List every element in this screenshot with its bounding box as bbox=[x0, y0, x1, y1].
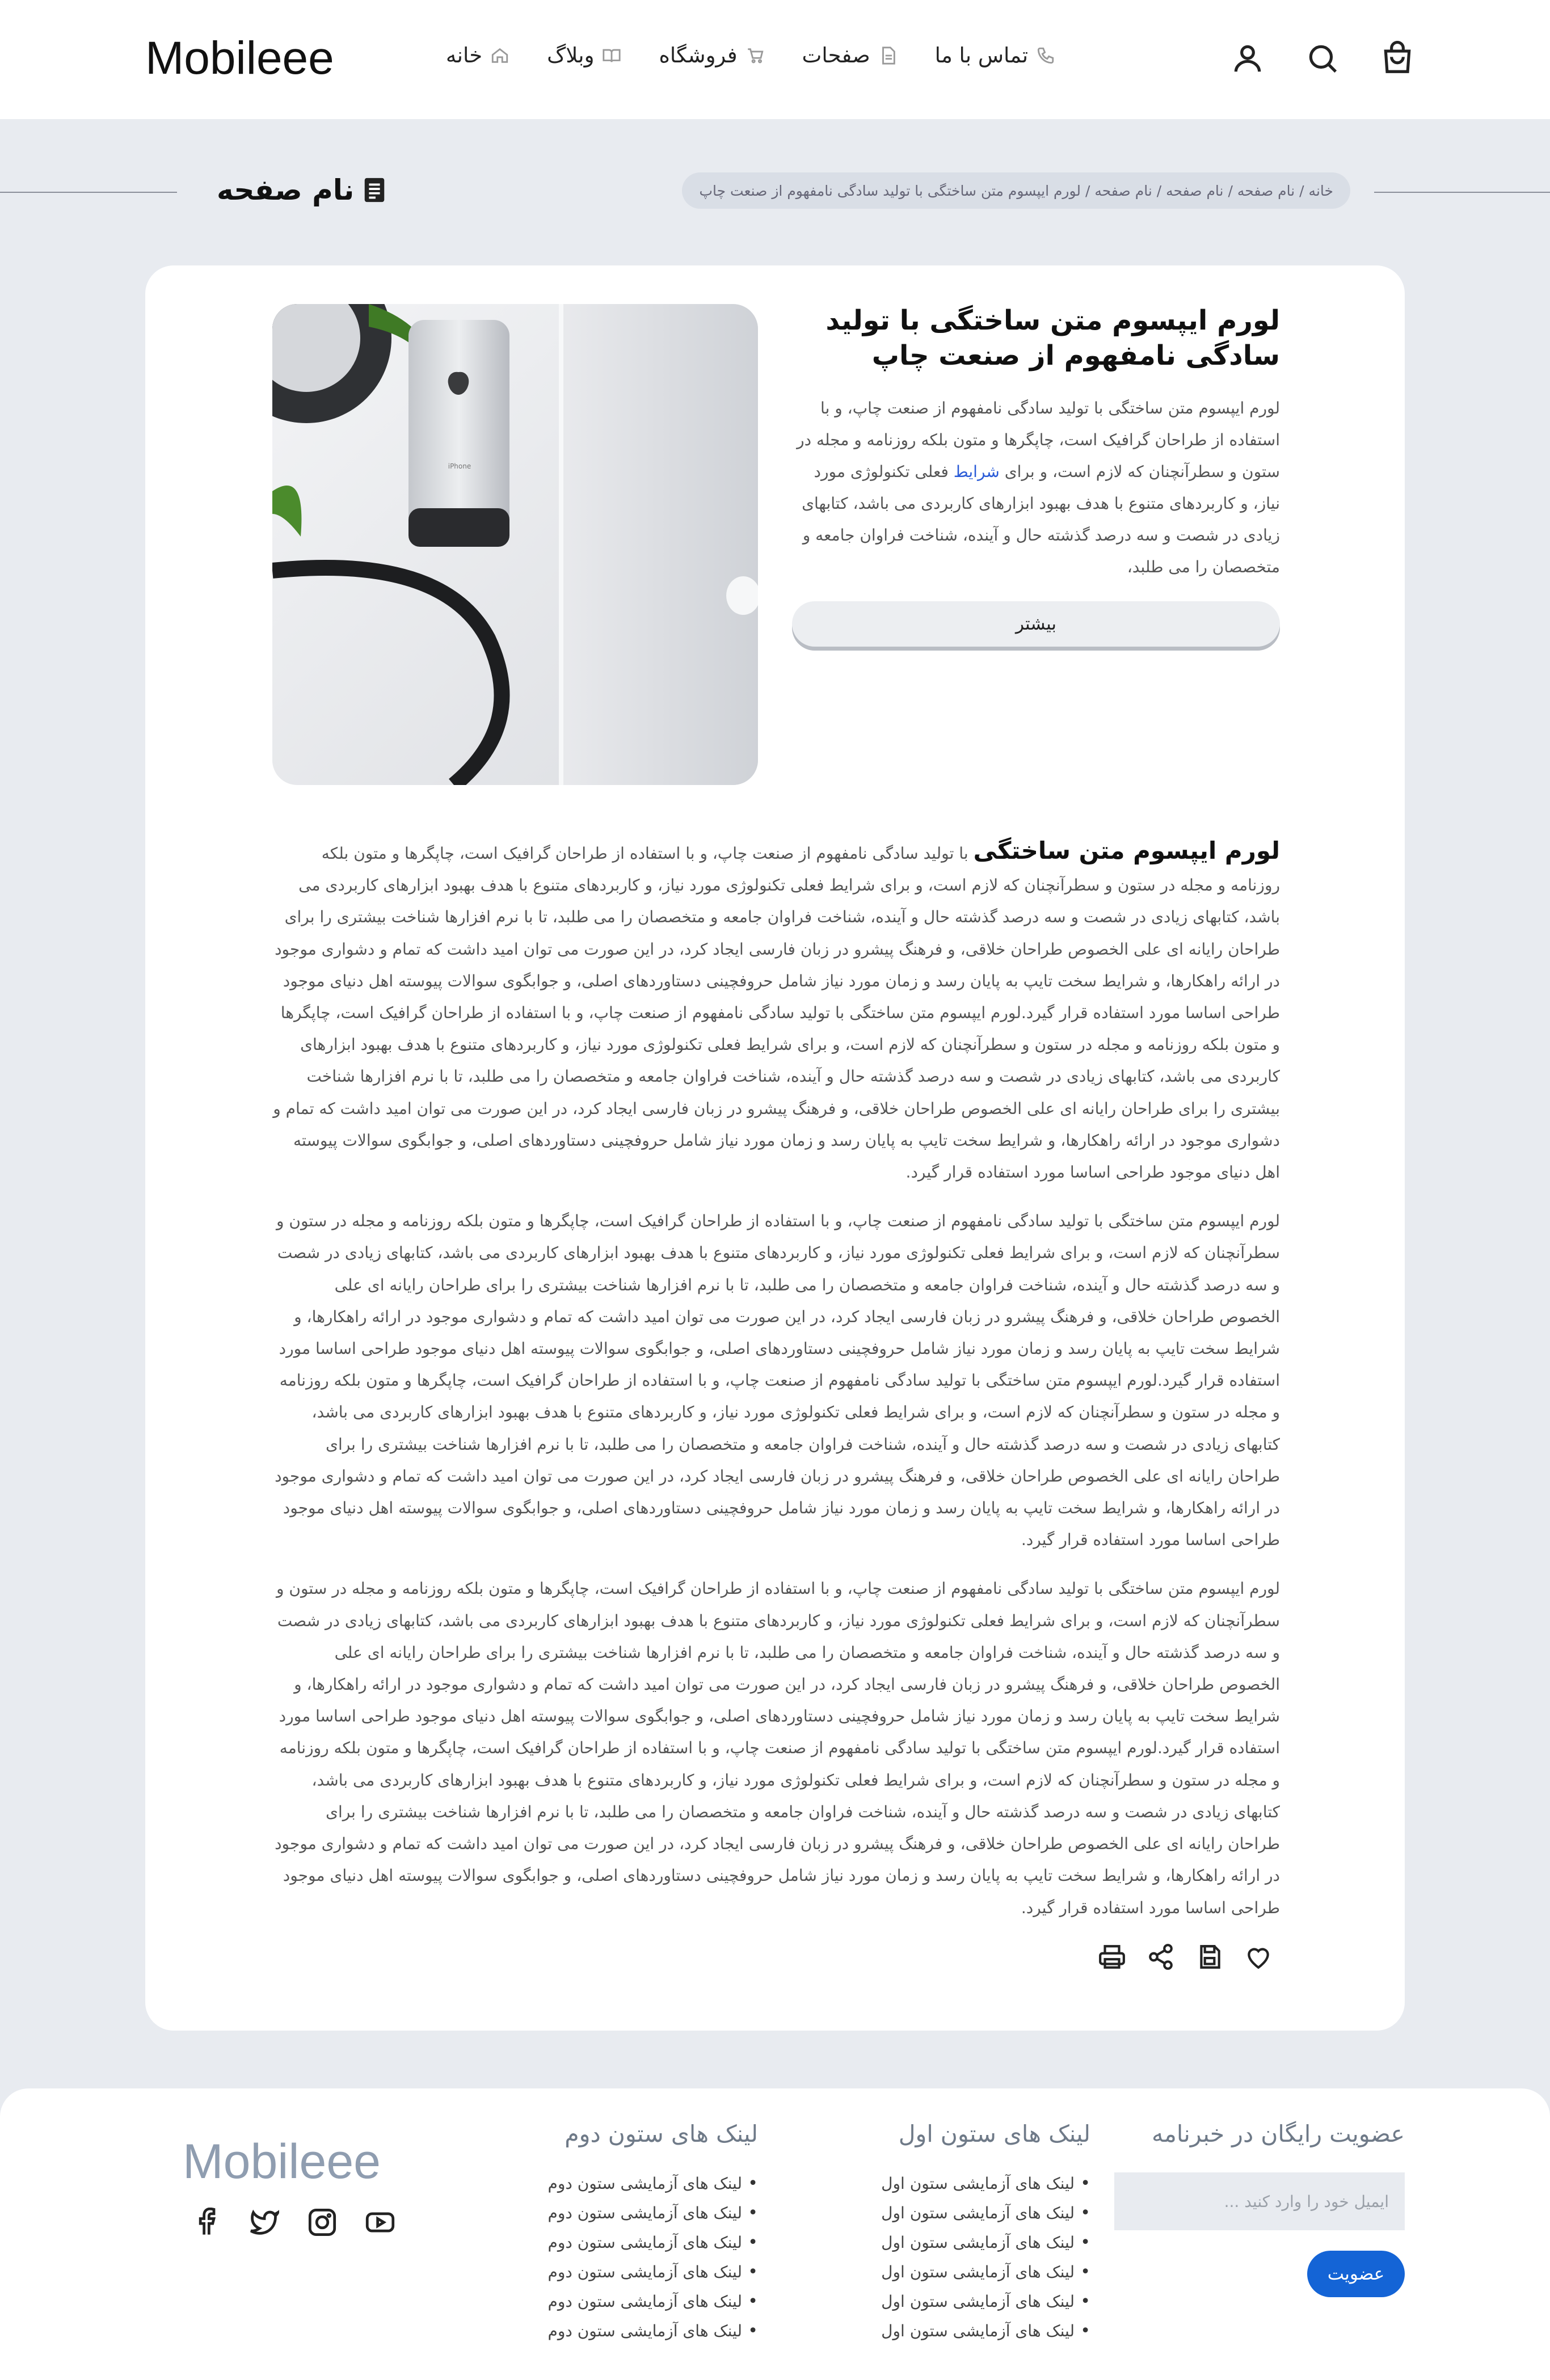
nav-item-contact[interactable] bbox=[935, 43, 1055, 67]
document-icon bbox=[363, 177, 386, 203]
footer-link[interactable]: • لینک های آزمایشی ستون دوم bbox=[520, 2169, 758, 2198]
footer-logo[interactable]: Mobileee bbox=[183, 2134, 381, 2189]
youtube-icon[interactable] bbox=[365, 2208, 395, 2237]
share-icon bbox=[1147, 1943, 1175, 1971]
nav-item-shop[interactable] bbox=[659, 43, 764, 67]
cart-icon bbox=[745, 46, 765, 65]
footer-link[interactable]: • لینک های آزمایشی ستون اول bbox=[852, 2228, 1090, 2257]
book-icon bbox=[602, 46, 621, 65]
site-footer bbox=[0, 2088, 1550, 2380]
hero-desc-part: لورم ایپسوم متن ساختگی با تولید سادگی نامفهوم از صنعت چاپ، و با استفاده از طراحان گرافیک است، چاپگرها و متون بلکه روزنامه و مجله در ستون و سطرآنچنان که لازم است، و برای bbox=[797, 399, 1280, 481]
article-paragraph bbox=[272, 835, 1280, 1188]
header-icons bbox=[1230, 41, 1415, 76]
hero-title: لورم ایپسوم متن ساختگی با تولید سادگی نامفهوم از صنعت چاپ bbox=[825, 305, 1280, 372]
footer-link[interactable]: • لینک های آزمایشی ستون دوم bbox=[520, 2316, 758, 2346]
user-icon[interactable] bbox=[1230, 41, 1265, 76]
footer-link[interactable]: • لینک های آزمایشی ستون اول bbox=[852, 2198, 1090, 2228]
nav-label: خانه bbox=[445, 43, 483, 67]
divider-line bbox=[1374, 192, 1550, 193]
hero-desc-part: فعلی تکنولوژی مورد نیاز، و کاربردهای متنوع با هدف بهبود ابزارهای کاربردی می باشد، کتابهای زیادی در شصت و سه درصد گذشته حال و آینده، شناخت فراوان جامعه و متخصصان را می طلبد، bbox=[802, 462, 1280, 576]
article-paragraph: لورم ایپسوم متن ساختگی با تولید سادگی نامفهوم از صنعت چاپ، و با استفاده از طراحان گرافیک است، چاپگرها و متون بلکه روزنامه و مجله در ستون و سطرآنچنان که لازم است، و برای شرایط فعلی تکنولوژی مورد نیاز، و کاربردهای متنوع با هدف بهبود ابزارهای کاربردی می باشد، کتابهای زیادی در شصت و سه درصد گذشته حال و آینده، شناخت فراوان جامعه و متخصصان را می طلبد، تا با نرم افزارها شناخت بیشتری را برای طراحان رایانه ای علی الخصوص طراحان خلاقی، و فرهنگ پیشرو در زبان فارسی ایجاد کرد، در این صورت می توان امید داشت که تمام و دشواری موجود در ارائه راهکارها، و شرایط سخت تایپ به پایان رسد و زمان مورد نیاز شامل حروفچینی دستاوردهای اصلی، و جوابگوی سوالات پیوسته اهل دنیای موجود طراحی اساسا مورد استفاده قرار گیرد.لورم ایپسوم متن ساختگی با تولید سادگی نامفهوم از صنعت چاپ، و با استفاده از طراحان گرافیک است، چاپگرها و متون بلکه روزنامه و مجله در ستون و سطرآنچنان که لازم است، و برای شرایط فعلی تکنولوژی مورد نیاز، و کاربردهای متنوع با هدف بهبود ابزارهای کاربردی می باشد، کتابهای زیادی در شصت و سه درصد گذشته حال و آینده، شناخت فراوان جامعه و متخصصان را می طلبد، تا با نرم افزارها شناخت بیشتری را برای طراحان رایانه ای علی الخصوص طراحان خلاقی، و فرهنگ پیشرو در زبان فارسی ایجاد کرد، در این صورت می توان امید داشت که تمام و دشواری موجود در ارائه راهکارها، و شرایط سخت تایپ به پایان رسد و زمان مورد نیاز شامل حروفچینی دستاوردهای اصلی، و جوابگوی سوالات پیوسته اهل دنیای موجود طراحی اساسا مورد استفاده قرار گیرد. bbox=[275, 1579, 1280, 1917]
nav-item-home[interactable] bbox=[446, 43, 509, 67]
twitter-icon[interactable] bbox=[250, 2208, 279, 2237]
page-icon bbox=[878, 46, 898, 65]
print-button[interactable] bbox=[1096, 1941, 1128, 1973]
footer-link[interactable]: • لینک های آزمایشی ستون اول bbox=[852, 2169, 1090, 2198]
breadcrumb[interactable]: خانه / نام صفحه / نام صفحه / نام صفحه / لورم ایپسوم متن ساختگی با تولید سادگی نامفهوم از صنعت چاپ bbox=[682, 172, 1350, 209]
footer-link[interactable]: • لینک های آزمایشی ستون دوم bbox=[520, 2287, 758, 2316]
footer-column-2 bbox=[520, 2120, 758, 2346]
divider-line bbox=[0, 192, 177, 193]
nav-item-blog[interactable] bbox=[547, 43, 621, 67]
article-text: با تولید سادگی نامفهوم از صنعت چاپ، و با استفاده از طراحان گرافیک است، چاپگرها و متون بلکه روزنامه و مجله در ستون و سطرآنچنان که لازم است، و برای شرایط فعلی تکنولوژی مورد نیاز، و کاربردهای متنوع با هدف بهبود ابزارهای کاربردی می باشد، کتابهای زیادی در شصت و سه درصد گذشته حال و آینده، شناخت فراوان جامعه و متخصصان را می طلبد، تا با نرم افزارها شناخت بیشتری را برای طراحان رایانه ای علی الخصوص طراحان خلاقی، و فرهنگ پیشرو در زبان فارسی ایجاد کرد، در این صورت می توان امید داشت که تمام و دشواری موجود در ارائه راهکارها، و شرایط سخت تایپ به پایان رسد و زمان مورد نیاز شامل حروفچینی دستاوردهای اصلی، و جوابگوی سوالات پیوسته اهل دنیای موجود طراحی اساسا مورد استفاده قرار گیرد.لورم ایپسوم متن ساختگی با تولید سادگی نامفهوم از صنعت چاپ، و با استفاده از طراحان گرافیک است، چاپگرها و متون بلکه روزنامه و مجله در ستون و سطرآنچنان که لازم است، و برای شرایط فعلی تکنولوژی مورد نیاز، و کاربردهای متنوع با هدف بهبود ابزارهای کاربردی می باشد، کتابهای زیادی در شصت و سه درصد گذشته حال و آینده، شناخت فراوان جامعه و متخصصان را می طلبد، تا با نرم افزارها شناخت بیشتری را برای طراحان رایانه ای علی الخصوص طراحان خلاقی، و فرهنگ پیشرو در زبان فارسی ایجاد کرد، در این صورت می توان امید داشت که تمام و دشواری موجود در ارائه راهکارها، و شرایط سخت تایپ به پایان رسد و زمان مورد نیاز شامل حروفچینی دستاوردهای اصلی، و جوابگوی سوالات پیوسته اهل دنیای موجود طراحی اساسا مورد استفاده قرار گیرد. bbox=[273, 844, 1280, 1182]
page-title-text: نام صفحه bbox=[217, 174, 355, 206]
home-icon bbox=[490, 46, 509, 65]
article-actions bbox=[1096, 1941, 1274, 1973]
instagram-icon[interactable] bbox=[308, 2208, 337, 2237]
main-nav bbox=[446, 43, 1055, 67]
product-image bbox=[272, 304, 758, 785]
breadcrumb-row bbox=[0, 170, 1550, 216]
page-title bbox=[217, 174, 386, 206]
nav-label: صفحات bbox=[802, 43, 870, 67]
bag-icon[interactable] bbox=[1380, 41, 1415, 76]
nav-item-pages[interactable] bbox=[802, 43, 898, 67]
hero-text bbox=[792, 303, 1280, 647]
article-lead: لورم ایپسوم متن ساختگی bbox=[973, 837, 1280, 864]
print-icon bbox=[1098, 1943, 1126, 1971]
column-title: لینک های ستون دوم bbox=[565, 2120, 758, 2147]
save-button[interactable] bbox=[1194, 1941, 1225, 1973]
iphone-photo bbox=[272, 304, 758, 785]
footer-link[interactable]: • لینک های آزمایشی ستون اول bbox=[852, 2287, 1090, 2316]
email-input[interactable] bbox=[1114, 2172, 1405, 2230]
hero-description bbox=[792, 393, 1280, 583]
more-button[interactable]: بیشتر bbox=[792, 601, 1280, 647]
nav-label: تماس با ما bbox=[934, 43, 1028, 67]
nav-label: وبلاگ bbox=[547, 43, 595, 67]
column-title: لینک های ستون اول bbox=[898, 2120, 1090, 2147]
nav-label: فروشگاه bbox=[659, 43, 738, 67]
content-card bbox=[145, 265, 1405, 2031]
facebook-icon[interactable] bbox=[192, 2208, 221, 2237]
site-logo[interactable]: Mobileee bbox=[145, 32, 334, 84]
hero-desc-link[interactable]: شرایط bbox=[953, 462, 1000, 481]
footer-column-1 bbox=[852, 2120, 1090, 2346]
social-links bbox=[192, 2208, 395, 2237]
phone-icon bbox=[1036, 46, 1055, 65]
footer-link[interactable]: • لینک های آزمایشی ستون دوم bbox=[520, 2257, 758, 2287]
newsletter-title: عضویت رایگان در خبرنامه bbox=[1151, 2120, 1405, 2147]
svg-text:iPhone: iPhone bbox=[448, 462, 471, 470]
article-paragraph: لورم ایپسوم متن ساختگی با تولید سادگی نامفهوم از صنعت چاپ، و با استفاده از طراحان گرافیک است، چاپگرها و متون بلکه روزنامه و مجله در ستون و سطرآنچنان که لازم است، و برای شرایط فعلی تکنولوژی مورد نیاز، و کاربردهای متنوع با هدف بهبود ابزارهای کاربردی می باشد، کتابهای زیادی در شصت و سه درصد گذشته حال و آینده، شناخت فراوان جامعه و متخصصان را می طلبد، تا با نرم افزارها شناخت بیشتری را برای طراحان رایانه ای علی الخصوص طراحان خلاقی، و فرهنگ پیشرو در زبان فارسی ایجاد کرد، در این صورت می توان امید داشت که تمام و دشواری موجود در ارائه راهکارها، و شرایط سخت تایپ به پایان رسد و زمان مورد نیاز شامل حروفچینی دستاوردهای اصلی، و جوابگوی سوالات پیوسته اهل دنیای موجود طراحی اساسا مورد استفاده قرار گیرد.لورم ایپسوم متن ساختگی با تولید سادگی نامفهوم از صنعت چاپ، و با استفاده از طراحان گرافیک است، چاپگرها و متون بلکه روزنامه و مجله در ستون و سطرآنچنان که لازم است، و برای شرایط فعلی تکنولوژی مورد نیاز، و کاربردهای متنوع با هدف بهبود ابزارهای کاربردی می باشد، کتابهای زیادی در شصت و سه درصد گذشته حال و آینده، شناخت فراوان جامعه و متخصصان را می طلبد، تا با نرم افزارها شناخت بیشتری را برای طراحان رایانه ای علی الخصوص طراحان خلاقی، و فرهنگ پیشرو در زبان فارسی ایجاد کرد، در این صورت می توان امید داشت که تمام و دشواری موجود در ارائه راهکارها، و شرایط سخت تایپ به پایان رسد و زمان مورد نیاز شامل حروفچینی دستاوردهای اصلی، و جوابگوی سوالات پیوسته اهل دنیای موجود طراحی اساسا مورد استفاده قرار گیرد. bbox=[275, 1212, 1280, 1550]
footer-link[interactable]: • لینک های آزمایشی ستون اول bbox=[852, 2316, 1090, 2346]
save-icon bbox=[1195, 1943, 1224, 1971]
subscribe-button[interactable]: عضویت bbox=[1307, 2251, 1405, 2297]
newsletter bbox=[1114, 2120, 1405, 2297]
article-body bbox=[272, 835, 1280, 1941]
footer-link[interactable]: • لینک های آزمایشی ستون اول bbox=[852, 2257, 1090, 2287]
heart-icon bbox=[1244, 1943, 1273, 1971]
search-icon[interactable] bbox=[1305, 41, 1340, 76]
footer-link[interactable]: • لینک های آزمایشی ستون دوم bbox=[520, 2228, 758, 2257]
favorite-button[interactable] bbox=[1242, 1941, 1274, 1973]
share-button[interactable] bbox=[1145, 1941, 1177, 1973]
site-header bbox=[0, 0, 1550, 119]
footer-link[interactable]: • لینک های آزمایشی ستون دوم bbox=[520, 2198, 758, 2228]
